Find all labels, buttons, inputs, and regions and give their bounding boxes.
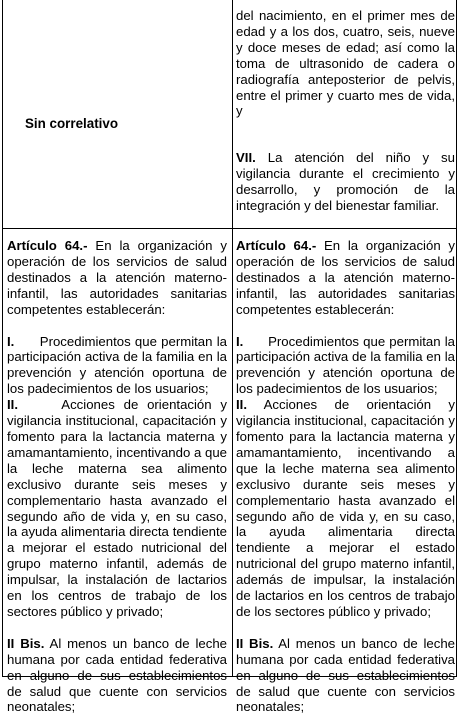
fraction-ii-text-left: Acciones de orientación y vigilancia institucional, capacitación y fomento para la lactancia materna y amamantamiento, incentivando a que la leche materna sea alimento exclusivo durante seis meses y complementario hasta avanzado el segundo año de vida y, en su caso, la ayuda alimentaria directa tendiente a mejorar el estado nutricional del grupo materno infantil, además de impulsar, la instalación de lactarios en los centros de trabajo de los sectores público y privado; [7, 397, 231, 619]
fraction-vii-number: VII. [236, 150, 256, 166]
top-right-cell [236, 8, 455, 214]
bottom-left-cell [7, 238, 231, 715]
fraction-i-number-left: I. [7, 333, 15, 349]
article-64-intro-right [236, 238, 455, 318]
fraction-vii [236, 150, 455, 214]
continuation-paragraph: del nacimiento, en el primer mes de edad y a los dos, cuatro, seis, nueve y doce meses de edad; así como la toma de ultrasonido de cadera o radiografía anteposterior de pelvis, entre el primer y cuarto mes de vida, y [236, 8, 455, 119]
fraction-ii-bis-text-right: Al menos un banco de leche humana por cada entidad federativa en alguno de sus establecimientos de salud que cuente con servicios neonatales; [236, 635, 455, 715]
top-left-cell [25, 116, 225, 132]
fraction-ii-bis-left [7, 636, 227, 715]
fraction-ii-right [236, 397, 455, 620]
article-intro-right: En la organización y operación de los servicios de salud destinados a la atención materno-infantil, las autoridades sanitarias competentes establecerán: [236, 238, 455, 317]
row-divider [3, 228, 456, 229]
fraction-i-text-left: Procedimientos que permitan la participación activa de la familia en la prevención y atención oportuna de los padecimientos de los usuarios; [7, 333, 231, 397]
fraction-ii-text-right: Acciones de orientación y vigilancia institucional, capacitación y fomento para la lactancia materna y amamantamiento, incentivando a que la leche materna sea alimento exclusivo durante seis meses y complementario hasta avanzado el segundo año de vida y, en su caso, la ayuda alimentaria directa tendiente a mejorar el estado nutricional del grupo materno infantil, además de impulsar, la instalación de lactarios en los centros de trabajo de los sectores público y privado; [236, 397, 455, 619]
fraction-i-left [7, 333, 231, 398]
fraction-ii-bis-text-left: Al menos un banco de leche humana por cada entidad federativa en alguno de sus establecimientos de salud que cuente con servicios neonatales; [7, 635, 227, 715]
fraction-i-right [236, 333, 459, 398]
fraction-i-number-right: I. [236, 333, 244, 349]
fraction-ii-number-right: II. [236, 397, 247, 413]
fraction-ii-left [7, 397, 231, 620]
column-divider [232, 0, 233, 676]
fraction-ii-bis-number-right: II Bis. [236, 635, 274, 651]
fraction-vii-text: La atención del niño y su vigilancia durante el crecimiento y desarrollo, y promoción de la integración y del bienestar familiar. [236, 150, 455, 214]
fraction-ii-number-left: II. [7, 397, 18, 413]
bottom-right-cell [236, 238, 459, 715]
sin-correlativo-label: Sin correlativo [25, 116, 119, 131]
article-title-left: Artículo 64.- [7, 238, 88, 253]
fraction-ii-bis-number-left: II Bis. [7, 635, 45, 651]
article-intro-left: En la organización y operación de los servicios de salud destinados a la atención materno-infantil, las autoridades sanitarias competentes establecerán: [7, 238, 227, 317]
comparison-table [2, 0, 459, 715]
article-title-right: Artículo 64.- [236, 238, 317, 253]
fraction-ii-bis-right [236, 636, 455, 715]
article-64-intro-left [7, 238, 227, 318]
fraction-i-text-right: Procedimientos que permitan la participación activa de la familia en la prevención y atención oportuna de los padecimientos de los usuarios; [236, 333, 459, 397]
